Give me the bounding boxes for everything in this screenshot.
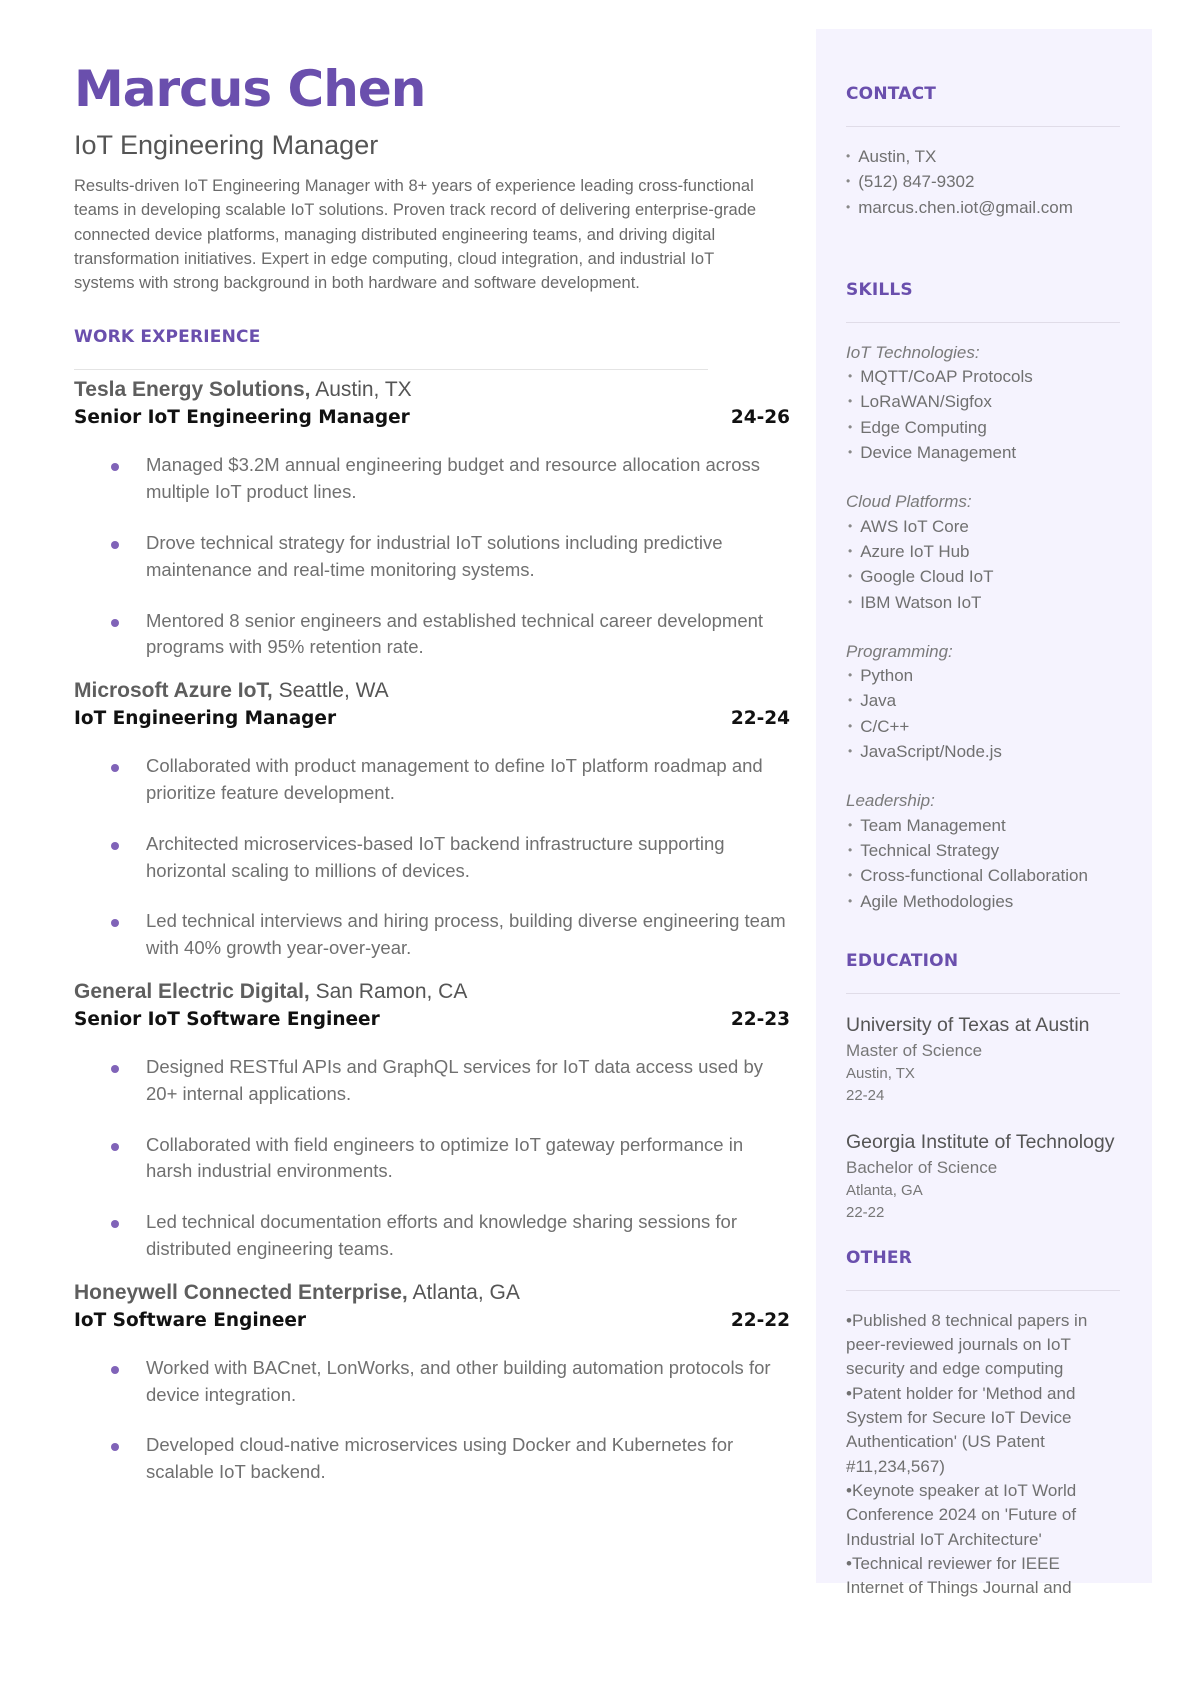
skill-item: • Device Management	[848, 443, 1017, 463]
education-list	[846, 1012, 1120, 1224]
bullet-icon: •	[848, 419, 853, 434]
edu-degree: Master of Science	[846, 1040, 983, 1060]
job-bullets	[74, 1355, 790, 1486]
contact-heading: CONTACT	[846, 84, 937, 104]
bullet-dot-icon	[111, 1143, 119, 1151]
bullet-icon: •	[846, 1383, 852, 1403]
skills-heading: SKILLS	[846, 279, 913, 300]
bullet-dot-icon	[111, 1443, 119, 1451]
company-name: General Electric Digital,	[74, 980, 310, 1004]
bullet-icon: •	[846, 1480, 852, 1500]
job-bullet: Led technical interviews and hiring process, building diverse engineering team with 40% growth year-over-year.	[74, 908, 790, 962]
bullet-icon: •	[848, 594, 853, 609]
job-entry	[74, 677, 790, 962]
edu-school: University of Texas at Austin	[846, 1013, 1090, 1036]
skill-item: • Azure IoT Hub	[848, 541, 970, 561]
bullet-icon: •	[846, 199, 851, 214]
summary: Results-driven IoT Engineering Manager with 8+ years of experience leading cross-functional teams in developing scalable IoT solutions. Proven track record of delivering enterprise-grade connected device platforms, managing distributed engineering teams, and driving digital transformation initiatives. Expert in edge computing, cloud integration, and industrial IoT systems with strong background in both hardware and software development.	[74, 177, 757, 293]
skill-item: • Edge Computing	[848, 417, 987, 437]
skill-category: IoT Technologies:	[846, 342, 980, 362]
bullet-dot-icon	[111, 463, 119, 471]
bullet-icon: •	[848, 893, 853, 908]
job-dates: 22-22	[730, 1309, 790, 1331]
skill-item: • Technical Strategy	[848, 840, 1000, 860]
job-bullet: Collaborated with product management to define IoT platform roadmap and prioritize feature development.	[74, 753, 790, 807]
job-bullet: Worked with BACnet, LonWorks, and other building automation protocols for device integration.	[74, 1355, 790, 1409]
job-bullet: Architected microservices-based IoT backend infrastructure supporting horizontal scaling to millions of devices.	[74, 831, 790, 885]
skill-item: • Java	[848, 691, 897, 711]
job-role: IoT Engineering Manager	[74, 708, 337, 730]
skill-category: Leadership:	[846, 791, 935, 811]
bullet-dot-icon	[111, 764, 119, 772]
other-item: •Technical reviewer for IEEE Internet of Things Journal and	[846, 1553, 1072, 1598]
job-header	[74, 1307, 790, 1335]
bullet-icon: •	[848, 394, 853, 409]
job-company	[74, 978, 790, 1006]
skill-item: • Google Cloud IoT	[848, 567, 994, 587]
edu-location: Austin, TX	[846, 1064, 915, 1082]
skill-category: Cloud Platforms:	[846, 492, 972, 512]
contact-location: • Austin, TX	[846, 147, 937, 166]
bullet-icon: •	[848, 543, 853, 558]
work-experience-heading: WORK EXPERIENCE	[74, 327, 261, 348]
other-item: •Keynote speaker at IoT World Conference 2024 on 'Future of Industrial IoT Architecture'	[846, 1480, 1077, 1549]
job-entry	[74, 978, 790, 1263]
bullet-icon: •	[846, 1310, 852, 1330]
jobs-list	[74, 376, 790, 1486]
candidate-name: Marcus Chen	[74, 60, 426, 118]
skill-item: • Agile Methodologies	[848, 891, 1014, 911]
skill-group	[846, 640, 1120, 765]
bullet-icon: •	[846, 1553, 852, 1573]
bullet-icon: •	[848, 842, 853, 857]
bullet-icon: •	[848, 693, 853, 708]
skill-item: • Python	[848, 666, 914, 686]
bullet-icon: •	[848, 518, 853, 533]
skill-group	[846, 341, 1120, 466]
edu-location: Atlanta, GA	[846, 1181, 923, 1199]
section-divider	[846, 126, 1120, 127]
job-dates: 24-26	[730, 407, 790, 429]
skills-list	[846, 341, 1120, 915]
bullet-dot-icon	[111, 1366, 119, 1374]
job-bullets	[74, 452, 790, 661]
bullet-icon: •	[848, 668, 853, 683]
bullet-dot-icon	[111, 842, 119, 850]
section-divider	[846, 993, 1120, 994]
job-bullet: Mentored 8 senior engineers and established technical career development programs with 95% retention rate.	[74, 608, 790, 662]
job-role: Senior IoT Engineering Manager	[74, 407, 410, 429]
skill-group	[846, 789, 1120, 914]
job-bullet: Designed RESTful APIs and GraphQL services for IoT data access used by 20+ internal applications.	[74, 1054, 790, 1108]
skill-item: • Cross-functional Collaboration	[848, 866, 1088, 886]
contact-phone: • (512) 847-9302	[846, 172, 975, 192]
company-name: Tesla Energy Solutions,	[74, 378, 311, 402]
company-location: Austin, TX	[315, 378, 412, 402]
skill-item: • LoRaWAN/Sigfox	[848, 392, 992, 412]
other-list	[846, 1309, 1120, 1601]
skill-group	[846, 490, 1120, 615]
bullet-icon: •	[848, 817, 853, 832]
company-name: Honeywell Connected Enterprise,	[74, 1280, 408, 1304]
job-bullet: Developed cloud-native microservices using Docker and Kubernetes for scalable IoT backend.	[74, 1432, 790, 1486]
bullet-dot-icon	[111, 541, 119, 549]
main-column	[74, 56, 790, 1510]
contact-list	[846, 145, 1120, 221]
job-entry	[74, 376, 790, 661]
skill-item: • C/C++	[848, 716, 910, 736]
education-item	[846, 1129, 1120, 1224]
bullet-dot-icon	[111, 919, 119, 927]
contact-email[interactable]: • marcus.chen.iot@gmail.com	[846, 197, 1073, 217]
job-role: Senior IoT Software Engineer	[74, 1009, 380, 1031]
job-company	[74, 376, 790, 404]
job-company	[74, 1279, 790, 1307]
job-bullets	[74, 1054, 790, 1263]
skill-item: • AWS IoT Core	[848, 516, 969, 536]
bullet-icon: •	[846, 149, 851, 163]
job-bullet: Collaborated with field engineers to optimize IoT gateway performance in harsh industrial environments.	[74, 1132, 790, 1186]
job-bullet: Managed $3.2M annual engineering budget and resource allocation across multiple IoT product lines.	[74, 452, 790, 506]
other-item: •Patent holder for 'Method and System for Secure IoT Device Authentication' (US Patent #11,234,567)	[846, 1383, 1076, 1476]
job-bullet: Drove technical strategy for industrial IoT solutions including predictive maintenance and real-time monitoring systems.	[74, 530, 790, 584]
other-item: •Published 8 technical papers in peer-reviewed journals on IoT security and edge computing	[846, 1310, 1088, 1379]
edu-dates: 22-22	[846, 1203, 885, 1221]
job-header	[74, 404, 790, 432]
skill-item: • JavaScript/Node.js	[848, 742, 1002, 762]
edu-degree: Bachelor of Science	[846, 1157, 998, 1177]
job-header	[74, 1006, 790, 1034]
bullet-icon: •	[848, 744, 853, 759]
job-bullet: Led technical documentation efforts and knowledge sharing sessions for distributed engineering teams.	[74, 1209, 790, 1263]
skill-item: • IBM Watson IoT	[848, 592, 982, 612]
bullet-icon: •	[848, 868, 853, 883]
job-dates: 22-24	[730, 708, 790, 730]
bullet-dot-icon	[111, 1065, 119, 1073]
bullet-dot-icon	[111, 619, 119, 627]
job-bullets	[74, 753, 790, 962]
job-entry	[74, 1279, 790, 1486]
bullet-icon: •	[848, 445, 853, 460]
bullet-icon: •	[848, 369, 853, 384]
sidebar	[846, 82, 1120, 1600]
bullet-icon: •	[846, 174, 851, 189]
education-item	[846, 1012, 1120, 1107]
section-divider	[846, 322, 1120, 323]
job-header	[74, 705, 790, 733]
edu-dates: 22-24	[846, 1086, 885, 1104]
bullet-icon: •	[848, 569, 853, 584]
other-heading: OTHER	[846, 1247, 912, 1268]
company-location: Atlanta, GA	[412, 1280, 520, 1304]
bullet-dot-icon	[111, 1220, 119, 1228]
education-heading: EDUCATION	[846, 950, 959, 971]
skill-item: • MQTT/CoAP Protocols	[848, 367, 1033, 387]
job-company	[74, 677, 790, 705]
company-name: Microsoft Azure IoT,	[74, 679, 273, 703]
skill-category: Programming:	[846, 641, 953, 661]
job-role: IoT Software Engineer	[74, 1309, 307, 1331]
section-divider	[74, 369, 708, 370]
company-location: Seattle, WA	[278, 679, 389, 703]
section-divider	[846, 1290, 1120, 1291]
job-dates: 22-23	[730, 1009, 790, 1031]
skill-item: • Team Management	[848, 815, 1006, 835]
bullet-icon: •	[848, 718, 853, 733]
candidate-title: IoT Engineering Manager	[74, 130, 379, 160]
company-location: San Ramon, CA	[315, 980, 468, 1004]
edu-school: Georgia Institute of Technology	[846, 1130, 1115, 1153]
